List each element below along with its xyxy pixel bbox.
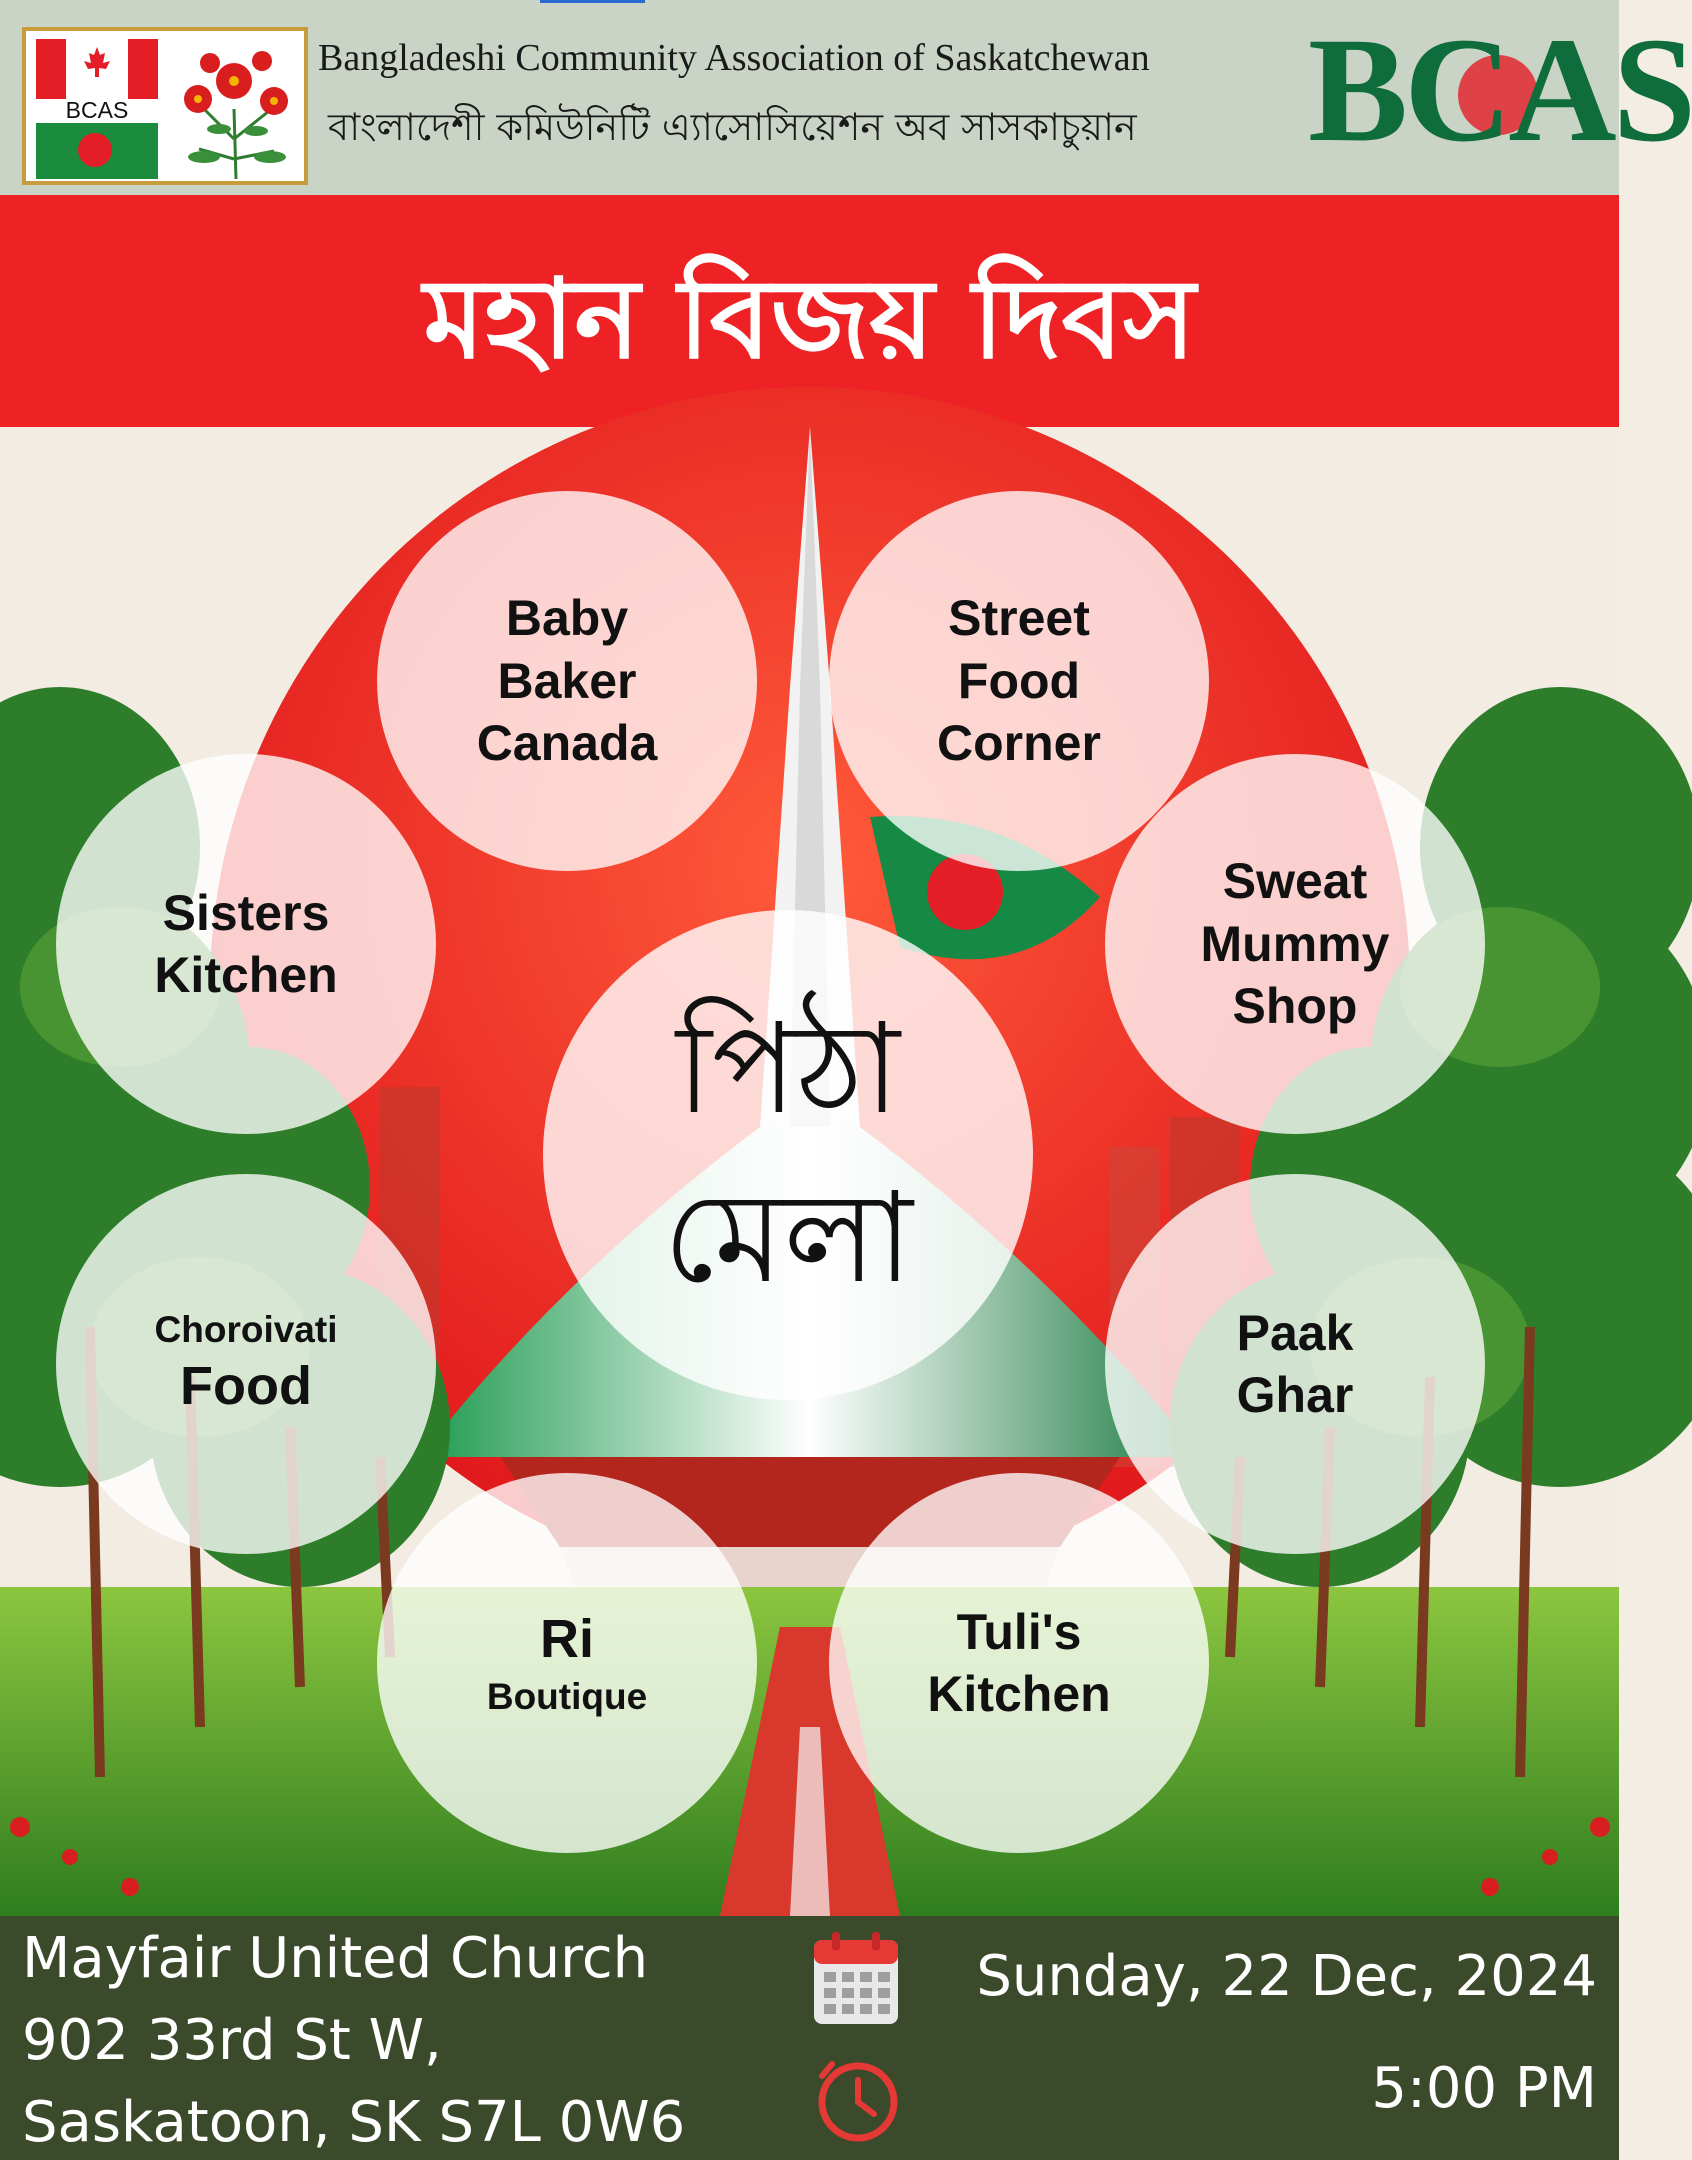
vendor-circle: [829, 491, 1209, 871]
event-time: 5:00 PM: [1371, 2056, 1597, 2121]
vendor-name: Canada: [476, 715, 658, 772]
org-name-english: Bangladeshi Community Association of Saskatchewan: [318, 37, 1150, 79]
bcas-brand: [1308, 7, 1692, 173]
vendor-name: Corner: [937, 715, 1101, 772]
header-accent-line: [540, 0, 645, 3]
vendor-name: Boutique: [486, 1675, 648, 1717]
flower-icon: [174, 39, 298, 179]
pitha-mela-title: [543, 910, 1033, 1400]
vendor-name: Choroivati: [154, 1309, 338, 1351]
venue-name: Mayfair United Church: [22, 1926, 649, 1991]
header: [0, 0, 1692, 195]
maple-leaf-icon: [84, 47, 110, 85]
vendor-name: Ri: [540, 1609, 594, 1670]
vendor-circle: [377, 491, 757, 871]
event-date: Sunday, 22 Dec, 2024: [976, 1944, 1597, 2009]
vendor-circle: [56, 1174, 436, 1554]
org-name-bangla: বাংলাদেশী কমিউনিটি এ্যাসোসিয়েশন অব সাসকাচুয়ান: [328, 105, 1137, 149]
logo-label: BCAS: [65, 97, 129, 123]
vendor-name: Kitchen: [154, 947, 338, 1003]
vendor-name: Baker: [497, 652, 637, 709]
clock-icon: [812, 2056, 904, 2148]
vendor-circle: [1105, 1174, 1485, 1554]
venue-street: 902 33rd St W,: [22, 2008, 442, 2073]
vendor-name: Street: [948, 590, 1090, 647]
vendor-circle: [377, 1473, 757, 1853]
vendor-name: Shop: [1232, 978, 1358, 1035]
event-details: [0, 1916, 1619, 2160]
vendor-circle: [56, 754, 436, 1134]
vendor-name: Sisters: [162, 884, 330, 941]
venue-city: Saskatoon, SK S7L 0W6: [22, 2090, 686, 2155]
banner-title: মহান বিজয় দিবস: [423, 255, 1196, 383]
bcas-logo: [22, 27, 308, 185]
vendor-name: Tuli's: [956, 1603, 1082, 1660]
vendor-name: Baby: [505, 590, 629, 647]
center-title-line2: মেলা: [663, 1166, 913, 1311]
illustration: [0, 427, 1619, 1916]
vendor-name: Food: [957, 652, 1081, 709]
vendor-name: Paak: [1236, 1304, 1354, 1361]
vendor-name: Food: [180, 1356, 312, 1417]
vendor-name: Ghar: [1236, 1367, 1354, 1423]
vendor-circle: [829, 1473, 1209, 1853]
vendor-name: Sweat: [1222, 853, 1368, 910]
vendor-name: Mummy: [1200, 915, 1390, 972]
vendor-circle: [1105, 754, 1485, 1134]
center-title-line1: পিঠা: [676, 997, 900, 1143]
canada-flag: [36, 39, 158, 99]
bcas-brand-text: BCAS: [1308, 7, 1692, 173]
vendor-name: Kitchen: [927, 1666, 1111, 1722]
bangladesh-flag: [36, 123, 158, 179]
calendar-icon: [812, 1930, 900, 2026]
